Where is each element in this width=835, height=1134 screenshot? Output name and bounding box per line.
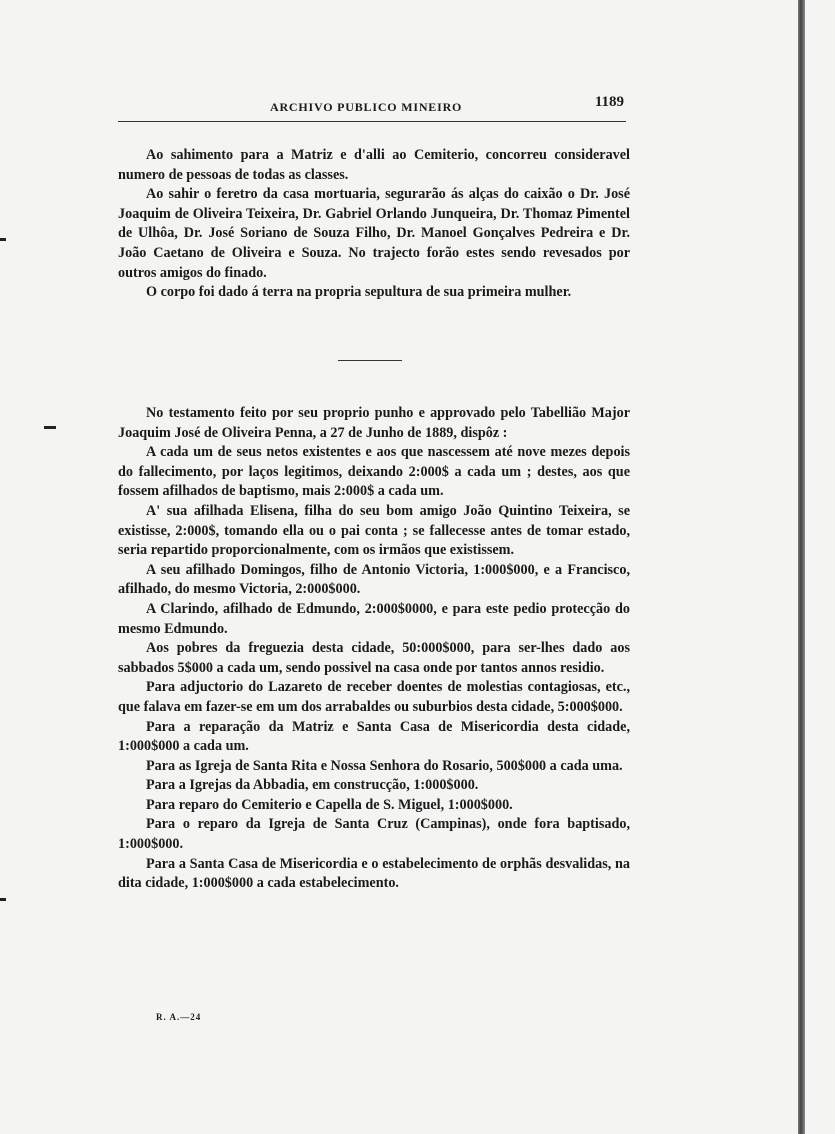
page-header xyxy=(118,92,626,122)
paragraph: Para o reparo da Igreja de Santa Cruz (Campinas), onde fora baptisado, 1:000$000. xyxy=(118,816,630,853)
paragraph: O corpo foi dado á terra na propria sepultura de sua primeira mulher. xyxy=(146,284,572,301)
paragraph: A seu afilhado Domingos, filho de Antonio Victoria, 1:000$000, e a Francisco, afilhado, do mesmo Victoria, 2:000$000. xyxy=(118,561,630,598)
paragraph: A Clarindo, afilhado de Edmundo, 2:000$0000, e para este pedio protecção do mesmo Edmundo. xyxy=(118,600,630,637)
page-number: 1189 xyxy=(594,94,624,110)
running-head: ARCHIVO PUBLICO MINEIRO xyxy=(270,100,463,114)
paragraph: Para a Igrejas da Abbadia, em construcção, 1:000$000. xyxy=(146,777,479,794)
section-separator xyxy=(338,360,402,361)
paragraph: Para adjuctorio do Lazareto de receber doentes de molestias contagiosas, etc., que falava em fazer-se em um dos arrabaldes ou suburbios desta cidade, 5:000$000. xyxy=(118,679,630,715)
paragraph: A cada um de seus netos existentes e aos que nascessem até nove mezes depois do fallecimento, por laços legitimos, deixando 2:000$ a cada um ; destes, aos que fossem afilhados de baptismo, mais 2:000$ a cada um. xyxy=(118,444,630,500)
paragraph: Para a reparação da Matriz e Santa Casa de Misericordia desta cidade, 1:000$000 a cada um. xyxy=(118,718,630,755)
margin-mark xyxy=(0,898,6,901)
paragraph: Aos pobres da freguezia desta cidade, 50:000$000, para ser-lhes dado aos sabbados 5$000 a cada um, sendo possivel na casa onde por tantos annos residio. xyxy=(118,640,630,676)
paragraph: Para a Santa Casa de Misericordia e o estabelecimento de orphãs desvalidas, na dita cidade, 1:000$000 a cada estabelecimento. xyxy=(118,855,630,892)
funeral-section xyxy=(118,146,630,303)
paragraph: Para reparo do Cemiterio e Capella de S. Miguel, 1:000$000. xyxy=(146,796,513,813)
header-rule xyxy=(118,121,626,122)
paragraph: Ao sahir o feretro da casa mortuaria, segurarão ás alças do caixão o Dr. José Joaquim de Oliveira Teixeira, Dr. Gabriel Orlando Junqueira, Dr. Thomaz Pimentel de Ulhôa, Dr. José Soriano de Souza Filho, Dr. Manoel Gonçalves Pedreira e Dr. João Caetano de Oliveira e Souza. No trajecto forão estes sendo revesados por outros amigos do finado. xyxy=(118,186,630,281)
signature-mark: R. A.—24 xyxy=(156,1012,202,1022)
testament-section xyxy=(118,404,630,894)
paragraph: A' sua afilhada Elisena, filha do seu bom amigo João Quintino Teixeira, se existisse, 2:000$, tomando ella ou o pai conta ; se fallecesse antes de tomar estado, seria repartido proporcionalmente, com os irmãos que existissem. xyxy=(118,502,630,559)
page-binding-edge xyxy=(798,0,805,1134)
paragraph: No testamento feito por seu proprio punho e approvado pelo Tabellião Major Joaquim José de Oliveira Penna, a 27 de Junho de 1889, dispôz : xyxy=(118,405,630,441)
paragraph: Para as Igreja de Santa Rita e Nossa Senhora do Rosario, 500$000 a cada uma. xyxy=(146,757,623,774)
paragraph: Ao sahimento para a Matriz e d'alli ao Cemiterio, concorreu consideravel numero de pessoas de todas as classes. xyxy=(118,147,630,183)
margin-mark xyxy=(0,238,6,241)
margin-mark xyxy=(44,426,56,429)
